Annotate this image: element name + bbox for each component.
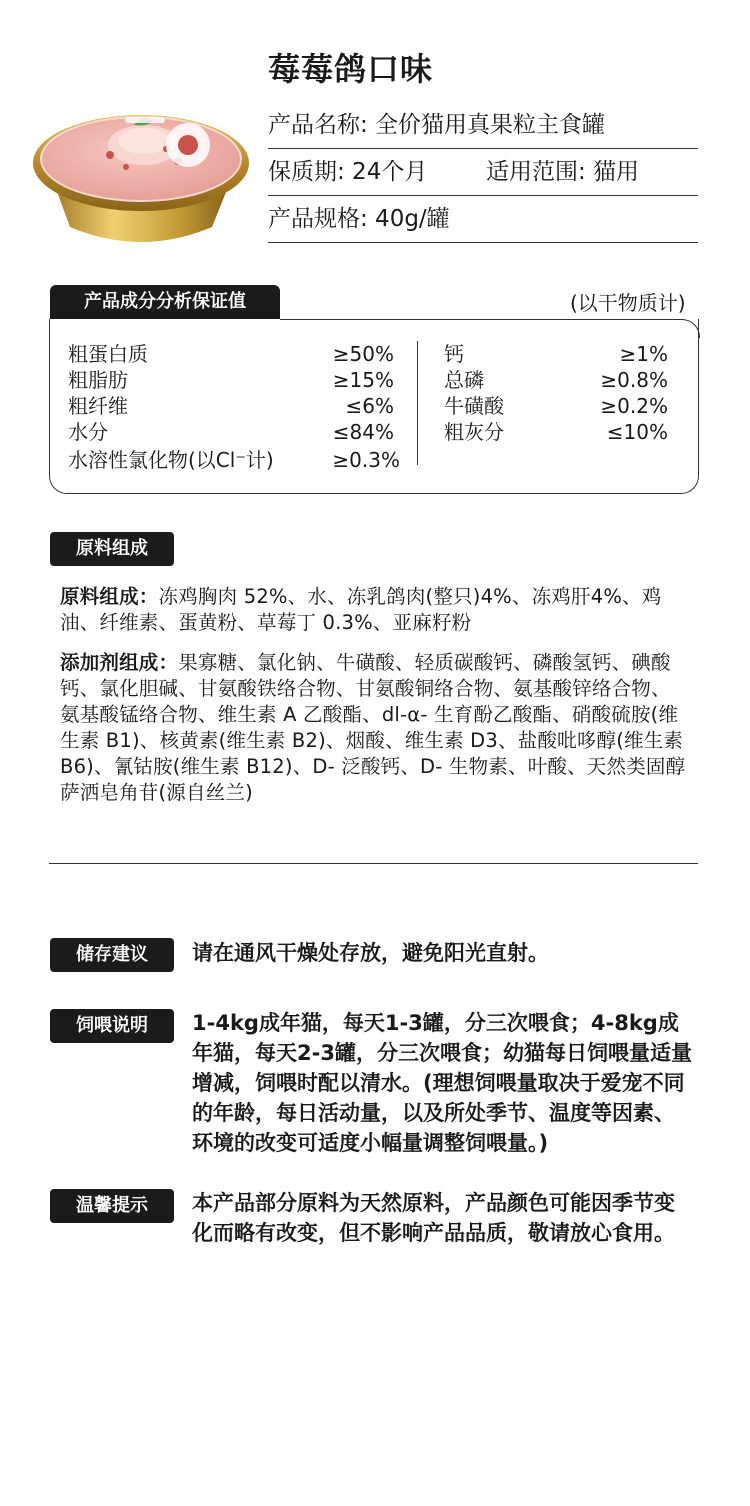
main-ingredients — [60, 584, 690, 636]
nutrient-name: 钙 — [444, 342, 464, 366]
product-title: 莓莓鸽口味 — [268, 50, 434, 88]
storage-tag: 储存建议 — [50, 938, 174, 972]
nutrient-name: 粗蛋白质 — [68, 342, 148, 366]
product-can-image — [30, 105, 252, 250]
analysis-divider — [417, 341, 418, 465]
nutrient-name: 水分 — [68, 420, 108, 444]
nutrient-value: ≥15% — [332, 368, 394, 392]
additive-ingredients — [60, 650, 690, 806]
nutrient-value: ≥0.2% — [600, 394, 668, 418]
nutrient-name: 水溶性氯化物(以Cl⁻计) — [68, 448, 274, 472]
nutrient-value: ≥0.3% — [332, 448, 400, 472]
product-spec-row — [268, 196, 698, 243]
nutrient-value: ≤84% — [332, 420, 394, 444]
analysis-tag: 产品成分分析保证值 — [50, 285, 280, 319]
additive-label: 添加剂组成： — [60, 651, 179, 674]
tip-tag: 温馨提示 — [50, 1189, 174, 1223]
feeding-tag: 饲喂说明 — [50, 1009, 174, 1043]
shelf-life: 保质期: 24个月 — [268, 159, 428, 185]
product-spec: 产品规格: 40g/罐 — [268, 206, 450, 232]
dry-matter-note: (以干物质计) — [570, 291, 686, 315]
feeding-text: 1-4kg成年猫，每天1-3罐，分三次喂食；4-8kg成年猫，每天2-3罐，分三次喂食；幼猫每日饲喂量适量增减，饲喂时配以清水。(理想饲喂量取决于爱宠不同的年龄，每日活动量，以及所处季节、温度等因素、环境的改变可适度小幅量调整饲喂量。) — [192, 1011, 692, 1155]
section-divider — [49, 863, 698, 864]
additive-text: 果寡糖、氯化钠、牛磺酸、轻质碳酸钙、磷酸氢钙、碘酸钙、氯化胆碱、甘氨酸铁络合物、甘氨酸铜络合物、氨基酸锌络合物、氨基酸锰络合物、维生素 A 乙酸酯、dl-α- 生育酚乙酸酯、硝酸硫胺(维生素 B1)、核黄素(维生素 B2)、烟酸、维生素 D3、盐酸吡哆醇(维生素 B6)、氰钴胺(维生素 B12)、D- 泛酸钙、D- 生物素、叶酸、天然类固醇萨洒皂角苷(源自丝兰) — [60, 651, 686, 804]
nutrient-value: ≥0.8% — [600, 368, 668, 392]
main-ingredients-text: 冻鸡胸肉 52%、水、冻乳鸽肉(整只)4%、冻鸡肝4%、鸡油、纤维素、蛋黄粉、草莓丁 0.3%、亚麻籽粉 — [60, 585, 662, 634]
nutrient-value: ≥50% — [332, 342, 394, 366]
nutrient-name: 牛磺酸 — [444, 394, 504, 418]
nutrient-name: 总磷 — [444, 368, 484, 392]
product-name: 产品名称: 全价猫用真果粒主食罐 — [268, 112, 606, 138]
storage-text: 请在通风干燥处存放，避免阳光直射。 — [192, 941, 549, 965]
nutrient-name: 粗脂肪 — [68, 368, 128, 392]
nutrient-value: ≤6% — [345, 394, 394, 418]
nutrient-value: ≤10% — [606, 420, 668, 444]
nutrient-name: 粗纤维 — [68, 394, 128, 418]
shelf-life-row — [268, 149, 698, 196]
usage-scope: 适用范围: 猫用 — [486, 159, 640, 185]
nutrient-name: 粗灰分 — [444, 420, 504, 444]
nutrient-value: ≥1% — [619, 342, 668, 366]
product-name-row — [268, 102, 698, 149]
ingredients-tag: 原料组成 — [50, 532, 174, 566]
main-ingredients-label: 原料组成： — [60, 585, 159, 608]
tip-text: 本产品部分原料为天然原料，产品颜色可能因季节变化而略有改变，但不影响产品品质，敬请放心食用。 — [192, 1191, 675, 1245]
